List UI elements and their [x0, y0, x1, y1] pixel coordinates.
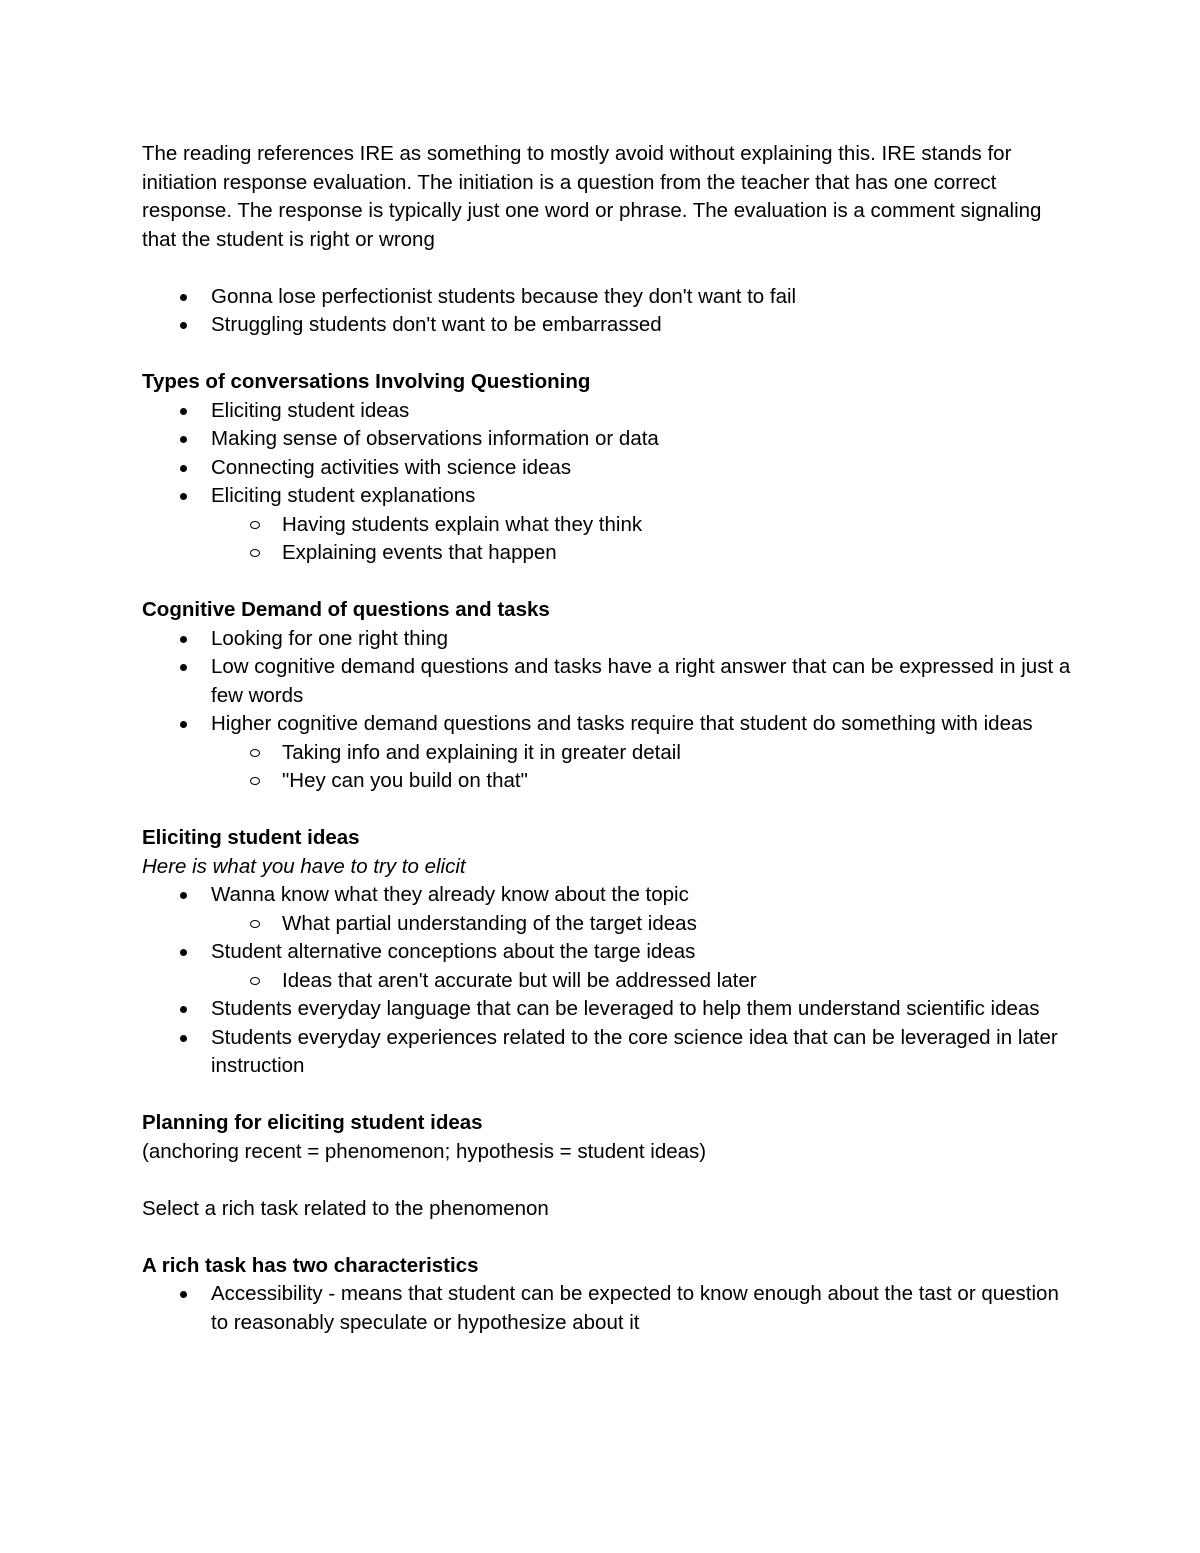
bullet-icon: [180, 436, 187, 443]
section-heading: Cognitive Demand of questions and tasks: [142, 598, 550, 621]
bullet-icon: [180, 465, 187, 472]
intro-bullet-list: [142, 283, 1072, 340]
spacer: [142, 1166, 1072, 1195]
intro-paragraph: The reading references IRE as something to mostly avoid without explaining this. IRE stands for initiation response evaluation. The initiation is a question from the teacher that has one correct response. The response is typically just one word or phrase. The evaluation is a comment signaling that the student is right or wrong: [142, 142, 1042, 251]
section-list: [142, 1280, 1072, 1337]
list-item: Students everyday language that can be leveraged to help them understand scientific ideas: [142, 995, 1072, 1024]
section-list: [142, 938, 1072, 967]
list-item: Looking for one right thing: [142, 625, 1072, 654]
bullet-icon: [180, 1035, 187, 1042]
sub-list-item: Ideas that aren't accurate but will be addressed later: [142, 967, 1072, 996]
section-sublist: [142, 910, 1072, 939]
spacer: [142, 254, 1072, 283]
bullet-icon: [180, 636, 187, 643]
section-sublist: [142, 739, 1072, 796]
hollow-bullet-icon: [250, 777, 260, 785]
hollow-bullet-icon: [250, 549, 260, 557]
bullet-icon: [180, 493, 187, 500]
sub-list-item: Taking info and explaining it in greater detail: [142, 739, 1072, 768]
list-item: Making sense of observations information or data: [142, 425, 1072, 454]
list-item: Accessibility - means that student can be expected to know enough about the tast or question to reasonably speculate or hypothesize about it: [142, 1280, 1072, 1337]
list-item: Gonna lose perfectionist students because they don't want to fail: [142, 283, 1072, 312]
spacer: [142, 1223, 1072, 1252]
section-text: Select a rich task related to the phenomenon: [142, 1196, 549, 1220]
bullet-icon: [180, 1006, 187, 1013]
list-item: Eliciting student ideas: [142, 397, 1072, 426]
hollow-bullet-icon: [250, 977, 260, 985]
spacer: [142, 568, 1072, 597]
section-subtitle: Here is what you have to try to elicit: [142, 854, 466, 878]
section-sublist: [142, 511, 1072, 568]
section-sublist: [142, 967, 1072, 996]
section-list: [142, 881, 1072, 910]
bullet-icon: [180, 408, 187, 415]
bullet-icon: [180, 721, 187, 728]
section-heading: Eliciting student ideas: [142, 826, 360, 849]
hollow-bullet-icon: [250, 749, 260, 757]
list-item: Connecting activities with science ideas: [142, 454, 1072, 483]
section-list: [142, 397, 1072, 511]
bullet-icon: [180, 892, 187, 899]
hollow-bullet-icon: [250, 521, 260, 529]
list-item: Higher cognitive demand questions and tasks require that student do something with ideas: [142, 710, 1072, 739]
spacer: [142, 796, 1072, 825]
sub-list-item: Explaining events that happen: [142, 539, 1072, 568]
bullet-icon: [180, 1291, 187, 1298]
spacer: [142, 1081, 1072, 1110]
bullet-icon: [180, 294, 187, 301]
bullet-icon: [180, 322, 187, 329]
section-list: [142, 625, 1072, 739]
list-item: Student alternative conceptions about the targe ideas: [142, 938, 1072, 967]
document-page: [142, 140, 1072, 1337]
section-heading: Types of conversations Involving Questioning: [142, 370, 591, 393]
list-item: Low cognitive demand questions and tasks have a right answer that can be expressed in just a few words: [142, 653, 1072, 710]
list-item: Eliciting student explanations: [142, 482, 1072, 511]
sub-list-item: Having students explain what they think: [142, 511, 1072, 540]
section-heading: A rich task has two characteristics: [142, 1253, 479, 1277]
section-note: (anchoring recent = phenomenon; hypothesis = student ideas): [142, 1139, 707, 1163]
hollow-bullet-icon: [250, 920, 260, 928]
section-list: [142, 995, 1072, 1081]
section-heading: Planning for eliciting student ideas: [142, 1111, 483, 1134]
bullet-icon: [180, 664, 187, 671]
sub-list-item: "Hey can you build on that": [142, 767, 1072, 796]
list-item: Students everyday experiences related to the core science idea that can be leveraged in later instruction: [142, 1024, 1072, 1081]
bullet-icon: [180, 949, 187, 956]
list-item: Wanna know what they already know about the topic: [142, 881, 1072, 910]
sub-list-item: What partial understanding of the target ideas: [142, 910, 1072, 939]
spacer: [142, 340, 1072, 369]
list-item: Struggling students don't want to be embarrassed: [142, 311, 1072, 340]
